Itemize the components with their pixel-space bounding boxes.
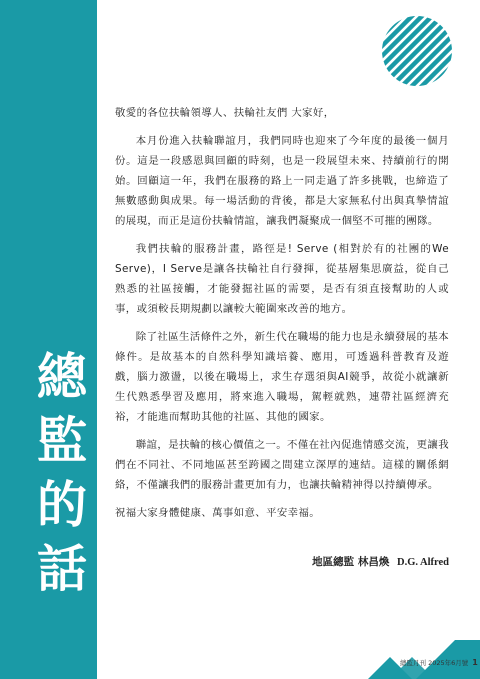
title-char: 總 [37, 348, 87, 406]
signature-title: 地區總監 [312, 556, 355, 568]
greeting: 敬愛的各位扶輪領導人、扶輪社友們 大家好， [115, 107, 335, 119]
closing: 祝福大家身體健康、萬事如意、平安幸福。 [115, 507, 321, 519]
page-title [30, 348, 94, 598]
page-number: 1 [472, 658, 478, 667]
paragraph: 聯誼，是扶輪的核心價值之一。不僅在社內促進情感交流，更讓我們在不同社、不同地區甚至跨國之間建立深厚的連結。這樣的關係網絡，不僅讓我們的服務計畫更加有力，也讓扶輪精神得以持續傳承。 [115, 439, 449, 491]
paragraph: 我們扶輪的服務計畫，路徑是! Serve (相對於有的社團的We Serve)，I Serve是讓各扶輪社自行發揮，從基層集思廣益，從自己熟悉的社區接觸，才能發掘社區的需要，是否有須直接幫助的人或事，或須較長期規劃以讓較大範圍來改善的地方。 [115, 243, 449, 315]
issue-label: 總監月刊 2025年6月號 [400, 659, 469, 667]
striped-circle-decoration [382, 16, 452, 86]
letter-body [115, 103, 449, 531]
title-char: 話 [37, 540, 87, 598]
signature-roman: D.G. Alfred [396, 557, 449, 568]
signature [115, 554, 449, 569]
paragraph: 除了社區生活條件之外，新生代在職場的能力也是永續發展的基本條件。是故基本的自然科學知識培養、應用，可透過科普教育及遊戲，腦力激盪，以後在職場上，求生存選須與AI競爭，故從小就讓新生代熟悉學習及應用，將來進入職場，駕輕就熟，連帶社區經濟充裕，才能進而幫助其他的社區、其他的國家。 [115, 331, 449, 423]
footer [400, 658, 478, 667]
paragraph: 本月份進入扶輪聯誼月，我們同時也迎來了今年度的最後一個月份。這是一段感恩與回顧的時刻，也是一段展望未來、持續前行的開始。回顧這一年，我們在服務的路上一同走過了許多挑戰，也締造了無數感動與成果。每一場活動的背後，都是大家無私付出與真摯情誼的展現，而正是這份扶輪情誼，讓我們凝聚成一個堅不可摧的團隊。 [115, 135, 449, 227]
title-char: 監 [37, 412, 87, 470]
sidebar-band [0, 0, 97, 679]
title-char: 的 [37, 476, 87, 534]
signature-name: 林昌煥 [357, 556, 390, 568]
